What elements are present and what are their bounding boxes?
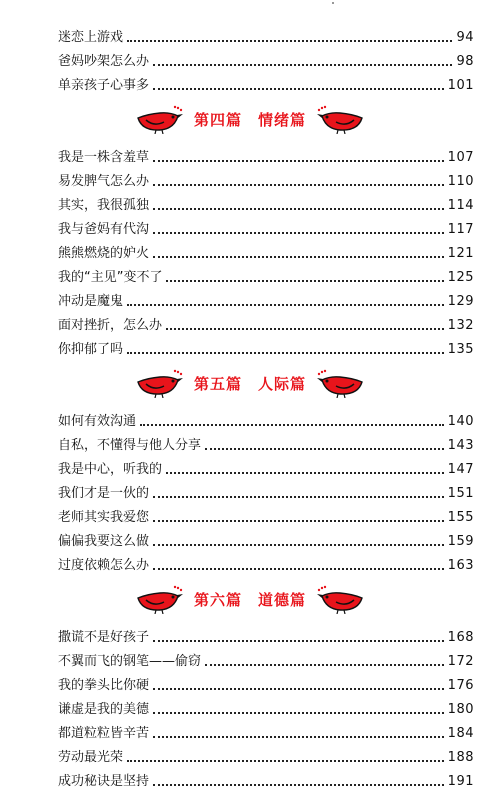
entry-title: 劳动最光荣 bbox=[58, 750, 124, 765]
dot-leader bbox=[153, 520, 444, 522]
dot-leader bbox=[153, 544, 444, 546]
page-number: 176 bbox=[447, 678, 474, 693]
section-heading-row bbox=[120, 582, 380, 616]
entry-title: 老师其实我爱您 bbox=[58, 510, 150, 525]
entry-title: 我是中心，听我的 bbox=[58, 462, 163, 477]
dot-leader bbox=[153, 184, 444, 186]
toc-entry[interactable] bbox=[58, 744, 474, 766]
entry-title: 你抑郁了吗 bbox=[58, 342, 124, 357]
page-number: 180 bbox=[447, 702, 474, 717]
page-number: 107 bbox=[447, 150, 474, 165]
entry-title: 偏偏我要这么做 bbox=[58, 534, 150, 549]
entry-title: 其实，我很孤独 bbox=[58, 198, 150, 213]
bird-icon bbox=[134, 584, 184, 614]
scan-speck bbox=[332, 2, 334, 4]
toc-entry[interactable] bbox=[58, 528, 474, 550]
dot-leader bbox=[205, 664, 444, 666]
bird-icon bbox=[134, 104, 184, 134]
toc-entry[interactable] bbox=[58, 672, 474, 694]
dot-leader bbox=[153, 88, 444, 90]
entry-title: 我的“主见”变不了 bbox=[58, 270, 163, 285]
toc-entry[interactable] bbox=[58, 456, 474, 478]
dot-leader bbox=[153, 640, 444, 642]
entry-title: 面对挫折，怎么办 bbox=[58, 318, 163, 333]
section-heading-row bbox=[120, 366, 380, 400]
dot-leader bbox=[153, 64, 452, 66]
toc-entry[interactable] bbox=[58, 408, 474, 430]
dot-leader bbox=[205, 448, 444, 450]
page-number: 101 bbox=[447, 78, 474, 93]
toc-entry[interactable] bbox=[58, 432, 474, 454]
toc-entry[interactable] bbox=[58, 168, 474, 190]
page-number: 143 bbox=[447, 438, 474, 453]
entry-title: 自私，不懂得与他人分享 bbox=[58, 438, 202, 453]
entry-title: 熊熊燃烧的妒火 bbox=[58, 246, 150, 261]
page-number: 132 bbox=[447, 318, 474, 333]
dot-leader bbox=[153, 496, 444, 498]
page-number: 191 bbox=[447, 774, 474, 789]
entry-title: 成功秘诀是坚持 bbox=[58, 774, 150, 789]
toc-entry[interactable] bbox=[58, 312, 474, 334]
page-number: 147 bbox=[447, 462, 474, 477]
entry-title: 单亲孩子心事多 bbox=[58, 78, 150, 93]
dot-leader bbox=[153, 736, 444, 738]
entry-title: 不翼而飞的钢笔——偷窃 bbox=[58, 654, 202, 669]
page-number: 114 bbox=[447, 198, 474, 213]
toc-entry[interactable] bbox=[58, 144, 474, 166]
toc-entry[interactable] bbox=[58, 480, 474, 502]
entry-title: 都道粒粒皆辛苦 bbox=[58, 726, 150, 741]
entry-title: 我的拳头比你硬 bbox=[58, 678, 150, 693]
entry-title: 谦虚是我的美德 bbox=[58, 702, 150, 717]
toc-entry[interactable] bbox=[58, 72, 474, 94]
entry-title: 冲动是魔鬼 bbox=[58, 294, 124, 309]
page-number: 121 bbox=[447, 246, 474, 261]
dot-leader bbox=[153, 784, 444, 786]
entry-title: 如何有效沟通 bbox=[58, 414, 137, 429]
page-number: 172 bbox=[447, 654, 474, 669]
page-number: 155 bbox=[447, 510, 474, 525]
bird-icon bbox=[316, 368, 366, 398]
toc-entry[interactable] bbox=[58, 720, 474, 742]
page-number: 159 bbox=[447, 534, 474, 549]
toc-entry[interactable] bbox=[58, 288, 474, 310]
dot-leader bbox=[153, 688, 444, 690]
section-heading-row bbox=[120, 102, 380, 136]
entry-title: 过度依赖怎么办 bbox=[58, 558, 150, 573]
bird-icon bbox=[316, 104, 366, 134]
toc-entry[interactable] bbox=[58, 768, 474, 790]
dot-leader bbox=[153, 568, 444, 570]
dot-leader bbox=[127, 40, 452, 42]
toc-entry[interactable] bbox=[58, 624, 474, 646]
page-number: 188 bbox=[447, 750, 474, 765]
page-number: 140 bbox=[447, 414, 474, 429]
dot-leader bbox=[127, 304, 444, 306]
section-heading: 第五篇 人际篇 bbox=[193, 374, 306, 393]
page-number: 163 bbox=[447, 558, 474, 573]
toc-entry[interactable] bbox=[58, 504, 474, 526]
page-number: 125 bbox=[447, 270, 474, 285]
section-heading: 第六篇 道德篇 bbox=[193, 590, 306, 609]
dot-leader bbox=[166, 472, 444, 474]
toc-entry[interactable] bbox=[58, 240, 474, 262]
toc-entry[interactable] bbox=[58, 696, 474, 718]
page-number: 98 bbox=[456, 54, 474, 69]
dot-leader bbox=[153, 208, 444, 210]
bird-icon bbox=[316, 584, 366, 614]
toc-entry[interactable] bbox=[58, 48, 474, 70]
toc-entry[interactable] bbox=[58, 216, 474, 238]
section-heading: 第四篇 情绪篇 bbox=[193, 110, 306, 129]
page-number: 151 bbox=[447, 486, 474, 501]
entry-title: 撒谎不是好孩子 bbox=[58, 630, 150, 645]
page-number: 168 bbox=[447, 630, 474, 645]
dot-leader bbox=[153, 160, 444, 162]
page-number: 135 bbox=[447, 342, 474, 357]
page-number: 129 bbox=[447, 294, 474, 309]
dot-leader bbox=[153, 256, 444, 258]
dot-leader bbox=[140, 424, 444, 426]
toc-entry[interactable] bbox=[58, 264, 474, 286]
entry-title: 易发脾气怎么办 bbox=[58, 174, 150, 189]
dot-leader bbox=[166, 280, 443, 282]
toc-entry[interactable] bbox=[58, 552, 474, 574]
dot-leader bbox=[153, 232, 444, 234]
dot-leader bbox=[153, 712, 444, 714]
page-number: 110 bbox=[447, 174, 474, 189]
page-number: 184 bbox=[447, 726, 474, 741]
page-number: 94 bbox=[456, 30, 474, 45]
dot-leader bbox=[127, 352, 444, 354]
entry-title: 爸妈吵架怎么办 bbox=[58, 54, 150, 69]
entry-title: 我是一株含羞草 bbox=[58, 150, 150, 165]
bird-icon bbox=[134, 368, 184, 398]
toc-entry[interactable] bbox=[58, 648, 474, 670]
page-number: 117 bbox=[447, 222, 474, 237]
toc-entry[interactable] bbox=[58, 336, 474, 358]
toc-entry[interactable] bbox=[58, 192, 474, 214]
dot-leader bbox=[127, 760, 444, 762]
entry-title: 我们才是一伙的 bbox=[58, 486, 150, 501]
entry-title: 迷恋上游戏 bbox=[58, 30, 124, 45]
dot-leader bbox=[166, 328, 444, 330]
toc-entry[interactable] bbox=[58, 24, 474, 46]
entry-title: 我与爸妈有代沟 bbox=[58, 222, 150, 237]
